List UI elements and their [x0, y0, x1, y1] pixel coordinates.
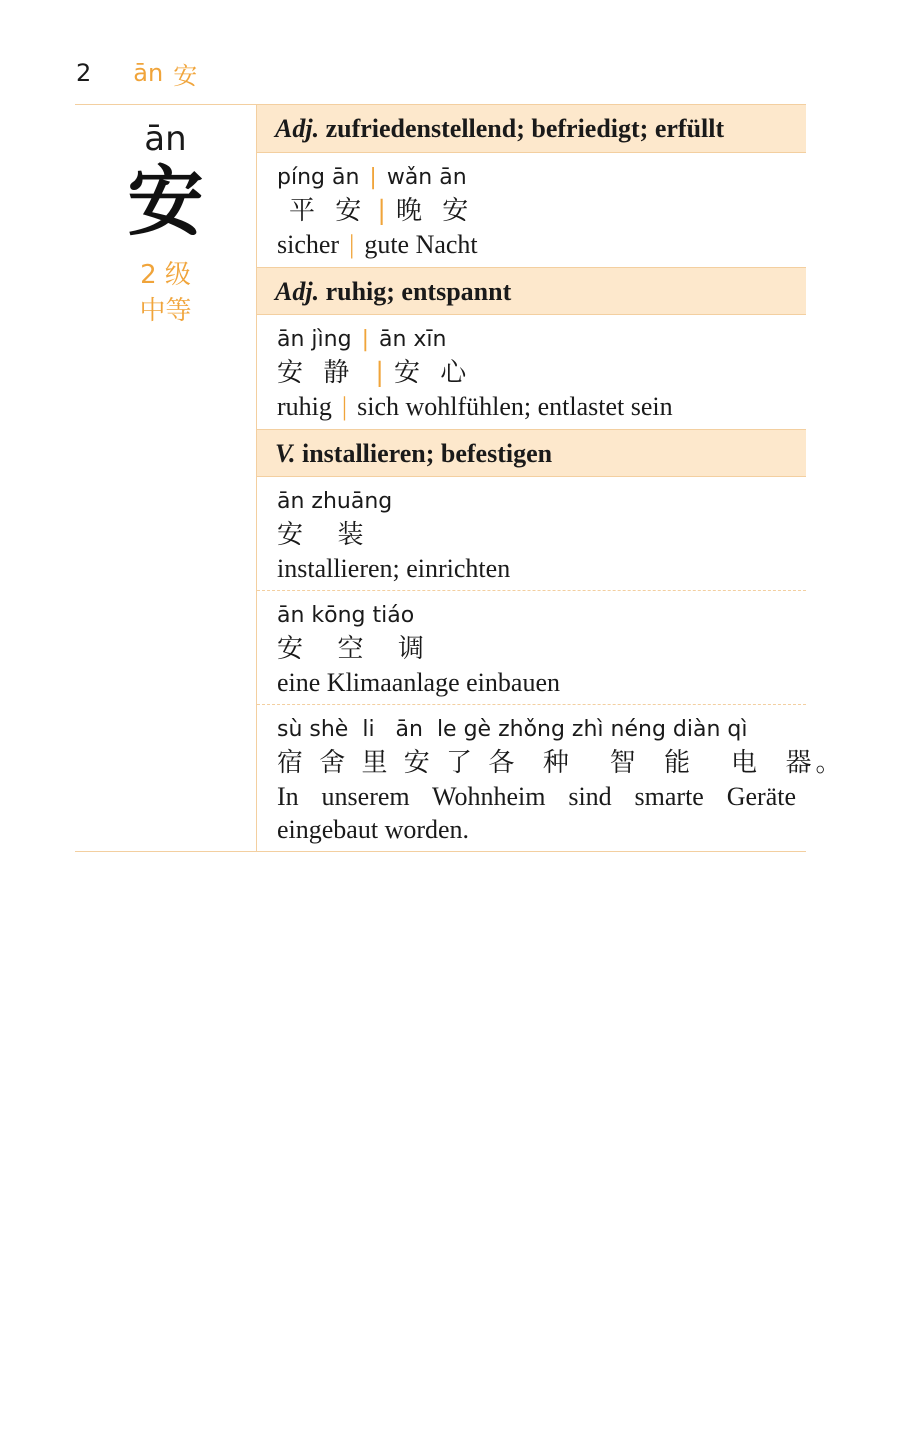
example-pinyin: ān zhuāng [277, 489, 393, 514]
separator: | [377, 196, 387, 226]
headword-pinyin: ān [144, 119, 187, 159]
example-pinyin: ān jìng [277, 327, 352, 352]
example-block [257, 161, 806, 261]
example-hanzi: 晚 安 [396, 196, 475, 226]
separator: | [341, 392, 348, 421]
page-number: 2 [76, 59, 92, 87]
running-head-pinyin: ān [133, 59, 164, 87]
sense-definition: ruhig; entspannt [325, 277, 512, 306]
example-pinyin: ān xīn [378, 327, 447, 352]
example-hanzi: 安 空 调 [277, 634, 431, 664]
sense-definition: zufriedenstellend; befriedigt; erfüllt [325, 114, 725, 143]
sense-header [257, 429, 806, 477]
example-block [257, 485, 806, 591]
example-block [257, 323, 806, 423]
example-pinyin: ān kōng tiáo [277, 603, 415, 628]
part-of-speech: V. [275, 439, 296, 468]
example-hanzi: 宿 舍 里 安 了 各 种 智 能 电 器。 [277, 748, 846, 778]
dictionary-entry [75, 104, 846, 852]
example-translation: sich wohlfühlen; entlastet sein [357, 392, 673, 421]
example-pinyin: wǎn ān [386, 165, 467, 190]
senses-column [257, 105, 846, 851]
separator: | [361, 327, 369, 352]
separator: | [369, 165, 377, 190]
sense-header [257, 105, 806, 153]
example-hanzi: 安 静 [277, 358, 356, 388]
example-hanzi: 安 装 [277, 520, 370, 550]
example-hanzi: 平 安 [289, 196, 368, 226]
page-header [76, 56, 197, 90]
example-translation: In unserem Wohnheim sind smarte Geräte eingebaut worden. [277, 782, 796, 844]
example-pinyin: sù shè li ān le gè zhǒng zhì néng diàn qì [277, 717, 748, 742]
example-translation: eine Klimaanlage einbauen [277, 668, 560, 697]
hsk-level: 2 级 [140, 260, 191, 290]
separator: | [375, 358, 385, 388]
example-translation: ruhig [277, 392, 332, 421]
example-pinyin: píng ān [277, 165, 360, 190]
separator: | [349, 230, 355, 259]
level-info [75, 257, 256, 329]
example-sentence-block [257, 713, 846, 846]
difficulty-grade: 中等 [139, 296, 192, 326]
example-translation: gute Nacht [364, 230, 478, 259]
sense-definition: installieren; befestigen [302, 439, 553, 468]
example-translation: installieren; einrichten [277, 554, 511, 583]
example-translation: sicher [277, 230, 340, 259]
sense-header [257, 267, 806, 315]
part-of-speech: Adj. [275, 114, 320, 143]
running-head-hanzi: 安 [173, 61, 198, 90]
example-hanzi: 安 心 [394, 358, 473, 388]
part-of-speech: Adj. [275, 277, 320, 306]
example-block [257, 599, 806, 705]
headword-hanzi: 安 [127, 157, 204, 246]
headword-column [75, 105, 257, 851]
